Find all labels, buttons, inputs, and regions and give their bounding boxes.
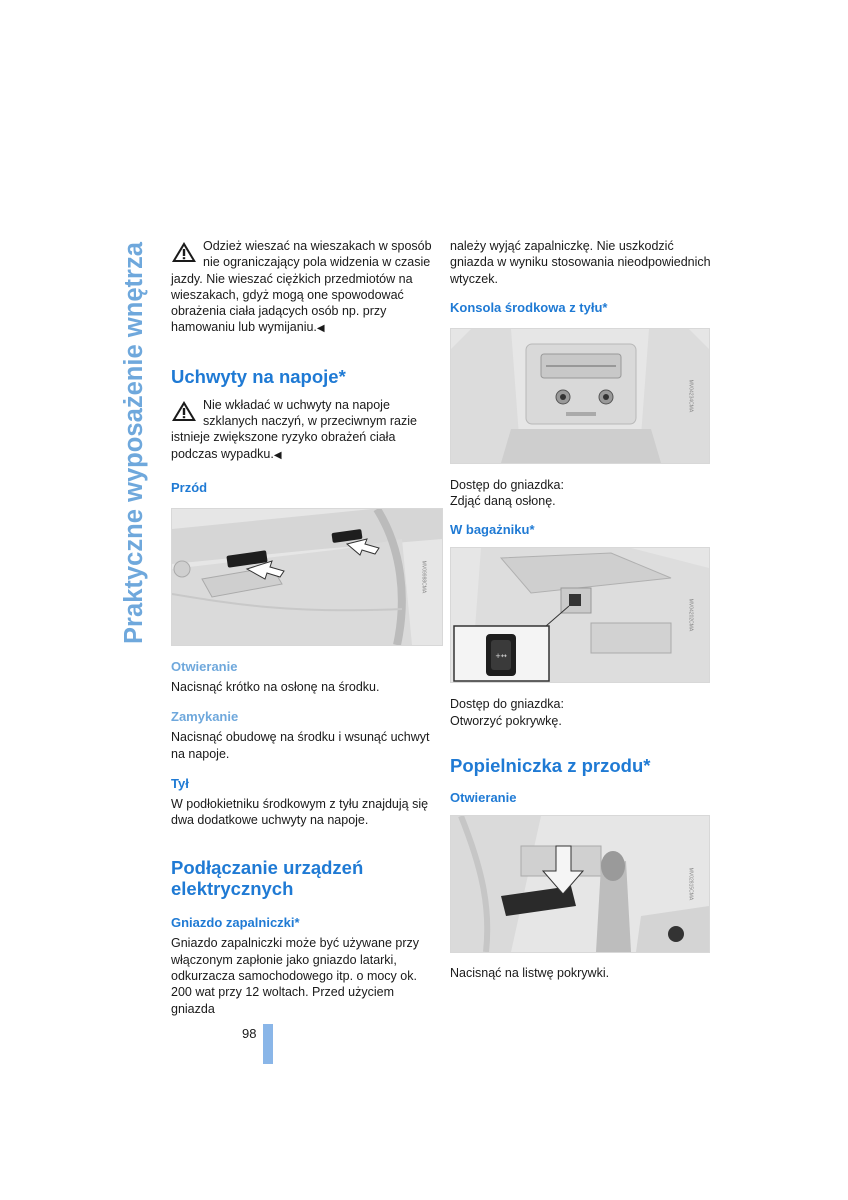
figure-code: MV04202CMA: [687, 599, 694, 632]
close-text: Nacisnąć obudowę na środku i wsunąć uchwyt na napoje.: [171, 730, 430, 761]
trunk-illustration: [451, 548, 709, 682]
rear-console-illustration: [451, 329, 709, 463]
dashboard-cupholder-illustration: [172, 509, 442, 645]
rear-text: W podłokietniku środkowym z tyłu znajdują się dwa dodatkowe uchwyty na napoje.: [171, 796, 429, 828]
rear-console-figure: [450, 328, 710, 464]
trunk-heading: W bagażniku*: [450, 522, 535, 538]
rear-heading: Tył: [171, 775, 189, 791]
warning-cupholders-text: Nie wkładać w uchwyty na napoje szklanych naczyń, w przeciwnym razie istnieje zwiększone ryzyko obrażeń ciała podczas wypadku.: [171, 397, 417, 461]
close-heading: Zamykanie: [171, 709, 239, 725]
ashtray-illustration: [451, 816, 709, 952]
ashtray-figure: [450, 815, 710, 953]
figure-code: MV02815CMA: [687, 867, 694, 901]
ashtray-open-heading: Otwieranie: [450, 790, 517, 806]
front-cupholder-figure: [171, 508, 443, 646]
lighter-heading: Gniazdo zapalniczki*: [171, 915, 300, 931]
end-mark-icon: ◀: [273, 449, 282, 461]
open-heading: Otwieranie: [171, 658, 238, 674]
warning-block-hangers: [171, 238, 433, 338]
right-column: [450, 238, 712, 981]
rear-console-text: Dostęp do gniazdka: Zdjąć daną osłonę.: [450, 477, 564, 509]
ashtray-heading: Popielniczka z przodu*: [450, 755, 651, 777]
page-number: 98: [242, 1026, 257, 1041]
figure-code: MV09988CMA: [420, 560, 427, 594]
cupholders-heading: Uchwyty na napoje*: [171, 365, 346, 387]
ashtray-text: Nacisnąć na listwę pokrywki.: [450, 966, 610, 981]
chapter-side-title: [112, 240, 156, 644]
rear-console-heading: Konsola środkowa z tyłu*: [450, 299, 608, 315]
page-marker-bar: [263, 1024, 273, 1064]
open-text: Nacisnąć krótko na osłonę na środku.: [171, 679, 380, 694]
warning-hangers-text: Odzież wieszać na wieszakach w sposób nie ograniczający pola widzenia w czasie jazdy. Nie wieszać ciężkich przedmiotów na wieszakach, gdyż mogą one spowodować obrażenia ciała jadących osób np. przy hamowaniu lub wymijaniu.: [171, 239, 432, 335]
figure-code: MV04234CMA: [687, 379, 694, 413]
warning-triangle-icon: [171, 400, 197, 422]
front-heading: Przód: [171, 479, 208, 495]
left-column: [171, 238, 433, 1017]
lighter-text: Gniazdo zapalniczki może być używane przy włączonym zapłonie jako gniazdo latarki, odkurzacza samochodowego itp. o mocy ok. 200 wat przy 12 woltach. Przed użyciem gniazda: [171, 936, 420, 1016]
svg-text:+↔: +↔: [495, 652, 507, 661]
chapter-side-title-text: Praktyczne wyposażenie wnętrza: [120, 242, 148, 644]
warning-block-cupholders: [171, 397, 433, 464]
lighter-continued-text: należy wyjąć zapalniczkę. Nie uszkodzić gniazda w wyniku stosowania nieodpowiednich wtyczek.: [450, 239, 711, 286]
trunk-socket-figure: [450, 547, 710, 683]
electrical-heading: Podłączanie urządzeń elektrycznych: [171, 857, 364, 900]
end-mark-icon: ◀: [316, 323, 325, 335]
warning-triangle-icon: [171, 241, 197, 263]
trunk-text: Dostęp do gniazdka: Otworzyć pokrywkę.: [450, 697, 564, 728]
